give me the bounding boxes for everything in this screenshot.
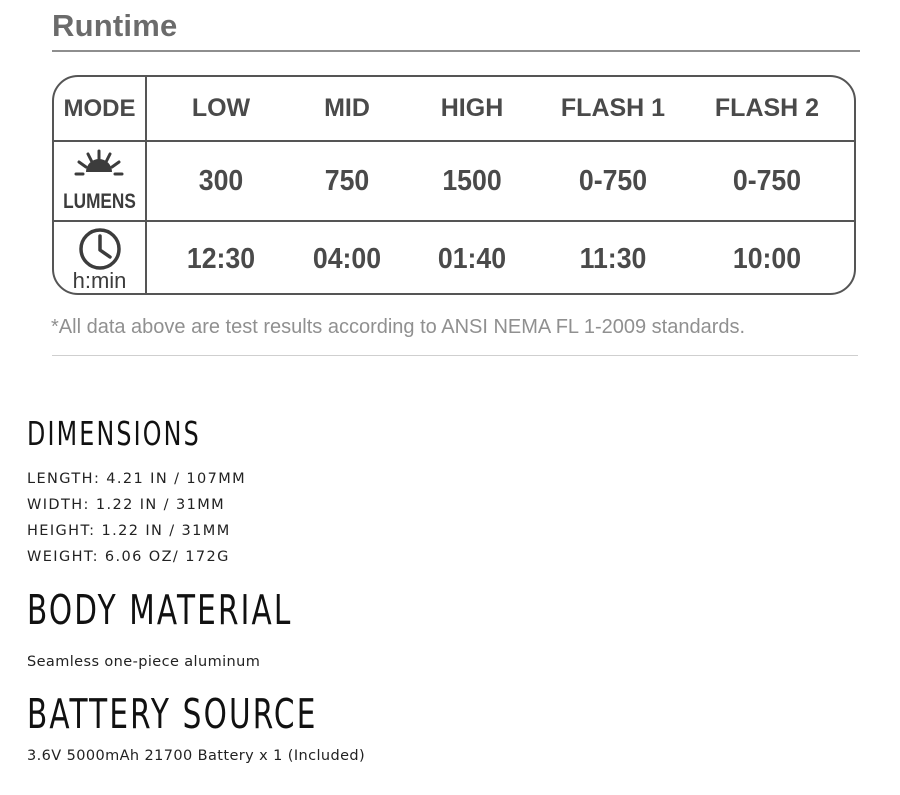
table-column-divider <box>145 77 147 293</box>
width-spec: WIDTH: 1.22 IN / 31MM <box>27 497 226 513</box>
lumens-low: 300 <box>198 164 244 197</box>
mode-header-low: LOW <box>191 93 251 122</box>
time-unit-label: h:min <box>72 268 127 293</box>
height-spec: HEIGHT: 1.22 IN / 31MM <box>27 523 231 539</box>
lumens-mid: 750 <box>324 164 370 197</box>
runtime-high: 01:40 <box>437 243 507 275</box>
weight-spec: WEIGHT: 6.06 OZ/ 172G <box>27 549 230 565</box>
battery-source-text: 3.6V 5000mAh 21700 Battery x 1 (Included) <box>27 748 366 764</box>
runtime-mid: 04:00 <box>312 243 382 275</box>
lumens-flash-2: 0-750 <box>732 164 802 197</box>
mode-header-flash-2: FLASH 2 <box>714 93 820 122</box>
battery-source-heading: BATTERY SOURCE <box>27 690 318 738</box>
test-standard-footnote: *All data above are test results according to ANSI NEMA FL 1-2009 standards. <box>51 316 746 338</box>
sun-burst-icon <box>74 148 124 188</box>
mode-header-flash-1: FLASH 1 <box>560 93 666 122</box>
runtime-low: 12:30 <box>186 243 256 275</box>
lumens-label: LUMENS <box>63 190 136 213</box>
runtime-row-header <box>54 222 145 295</box>
length-spec: LENGTH: 4.21 IN / 107MM <box>27 471 247 487</box>
lumens-row-header <box>54 142 145 221</box>
runtime-title: Runtime <box>52 8 178 43</box>
body-material-text: Seamless one-piece aluminum <box>27 654 261 670</box>
runtime-table <box>52 75 856 295</box>
runtime-divider <box>52 50 860 52</box>
mode-label: MODE <box>63 95 136 122</box>
footnote-divider <box>52 355 858 356</box>
mode-header-high: HIGH <box>440 93 504 122</box>
body-material-heading: BODY MATERIAL <box>27 586 293 634</box>
lumens-flash-1: 0-750 <box>578 164 648 197</box>
dimensions-heading: DIMENSIONS <box>27 414 201 453</box>
lumens-high: 1500 <box>442 164 502 197</box>
mode-header-mid: MID <box>324 93 370 122</box>
runtime-flash-2: 10:00 <box>732 243 802 275</box>
clock-icon <box>77 226 123 272</box>
runtime-flash-1: 11:30 <box>579 243 647 275</box>
